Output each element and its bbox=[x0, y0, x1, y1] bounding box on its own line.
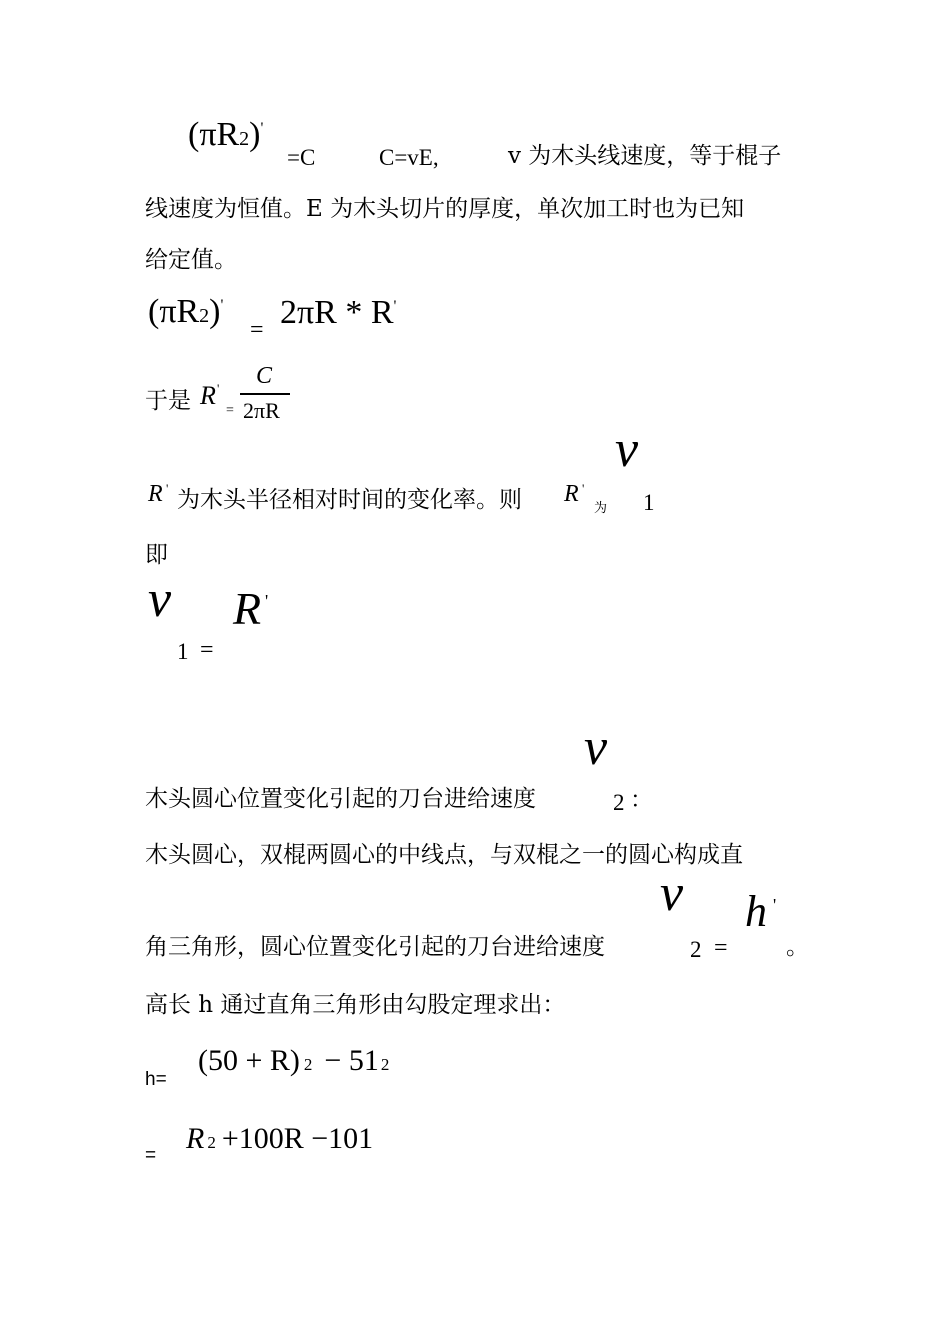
paragraph-text: 为木头半径相对时间的变化率。则 bbox=[177, 487, 522, 513]
formula-equals: = bbox=[200, 637, 214, 663]
r-symbol: R bbox=[200, 381, 216, 410]
formula-h-expanded: R 2 +100R −101 bbox=[186, 1122, 374, 1155]
paragraph-line: 线速度为恒值。E 为木头切片的厚度，单次加工时也为已知 bbox=[145, 196, 745, 222]
fraction-denominator: 2πR bbox=[243, 398, 280, 423]
fraction-numerator: C bbox=[256, 363, 273, 389]
formula-equals: = bbox=[226, 403, 234, 418]
prime-mark: ' bbox=[582, 481, 585, 496]
formula-derivative-rhs: 2πR * R' bbox=[280, 294, 397, 331]
r-symbol: R bbox=[148, 481, 163, 507]
paragraph-text: 木头圆心位置变化引起的刀台进给速度 bbox=[145, 786, 536, 812]
equation-label: = bbox=[145, 1145, 157, 1166]
subscript: 2 bbox=[613, 790, 625, 815]
v-symbol: v bbox=[148, 571, 172, 628]
formula-h: (50 + R) 2 − 51 2 bbox=[198, 1044, 390, 1077]
prime-mark: ' bbox=[166, 481, 169, 496]
r-symbol: R bbox=[233, 583, 262, 634]
equation-label: h= bbox=[145, 1069, 167, 1090]
c-definition: C=vE, bbox=[379, 145, 439, 170]
paragraph-line: 木头圆心，双棍两圆心的中线点，与双棍之一的圆心构成直 bbox=[145, 842, 743, 868]
v-description: v 为木头线速度，等于棍子 bbox=[508, 143, 782, 169]
subscript: 1 bbox=[177, 639, 189, 664]
paragraph-line: 角三角形，圆心位置变化引起的刀台进给速度 bbox=[145, 934, 605, 960]
paragraph-line: 给定值。 bbox=[145, 247, 237, 273]
paragraph-word: 即 bbox=[145, 542, 168, 568]
prime-mark: ' bbox=[217, 381, 220, 396]
v-symbol: v bbox=[660, 865, 684, 922]
paragraph-prefix: 于是 bbox=[145, 388, 191, 414]
v-symbol: v bbox=[615, 421, 639, 478]
colon: ： bbox=[630, 787, 653, 813]
subscript: 2 bbox=[690, 937, 702, 962]
paragraph-line: 高长 h 通过直角三角形由勾股定理求出： bbox=[145, 992, 566, 1018]
fraction-bar bbox=[240, 393, 290, 395]
formula-equals-c: =C bbox=[287, 145, 316, 170]
v-symbol: v bbox=[584, 719, 608, 776]
period: 。 bbox=[786, 934, 809, 960]
formula-equals: = bbox=[250, 317, 264, 343]
subscript: 1 bbox=[643, 490, 655, 515]
prime-mark: ' bbox=[265, 591, 269, 611]
h-symbol: h bbox=[745, 887, 767, 936]
formula-derivative-lhs: (πR2)' bbox=[148, 293, 224, 330]
r-symbol: R bbox=[564, 481, 579, 507]
prime-mark: ' bbox=[773, 895, 777, 915]
formula-pi-r-squared: (πR2)' bbox=[188, 116, 264, 153]
formula-equals: = bbox=[714, 935, 728, 961]
paragraph-word: 为 bbox=[594, 501, 608, 516]
